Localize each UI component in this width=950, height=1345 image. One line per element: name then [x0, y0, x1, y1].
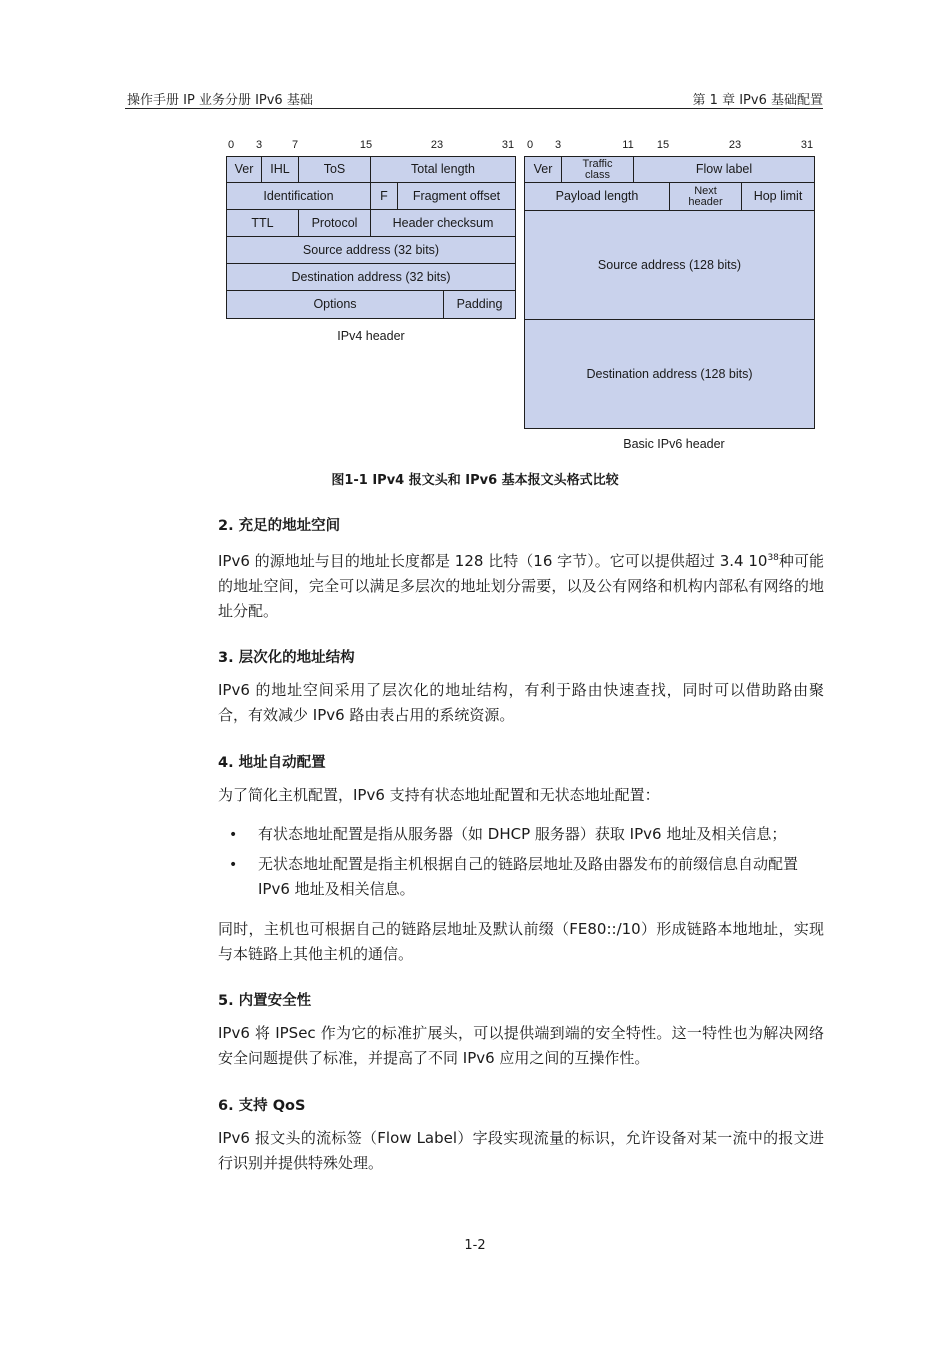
- ipv6-hop-limit: Hop limit: [741, 182, 815, 211]
- section-2-title: 2. 充足的地址空间: [218, 518, 341, 534]
- section-2-exponent: 38: [767, 553, 779, 563]
- ipv4-total-length: Total length: [370, 156, 516, 183]
- ipv6-source-address: Source address (128 bits): [524, 210, 815, 320]
- ipv4-source-address: Source address (32 bits): [226, 236, 516, 264]
- ipv4-tos: ToS: [298, 156, 371, 183]
- ipv4-protocol: Protocol: [298, 209, 371, 237]
- section-5-paragraph: IPv6 将 IPSec 作为它的标准扩展头，可以提供端到端的安全特性。这一特性也为解决网络安全问题提供了标准，并提高了不同 IPv6 应用之间的互操作性。: [218, 1024, 824, 1067]
- ipv6-destination-address: Destination address (128 bits): [524, 319, 815, 429]
- section-2-paragraph: [218, 546, 824, 624]
- section-6-title: 6. 支持 QoS: [218, 1098, 306, 1114]
- bullet-dot-2: •: [229, 857, 238, 873]
- section-4-paragraph-2: 同时，主机也可根据自己的链路层地址及默认前缀（FE80::/10）形成链路本地地址，实现与本链路上其他主机的通信。: [218, 920, 824, 963]
- ipv4-bit-7: 7: [291, 139, 299, 151]
- section-4-title: 4. 地址自动配置: [218, 755, 326, 771]
- ipv4-bit-31: 31: [501, 139, 515, 151]
- ipv4-ttl: TTL: [226, 209, 299, 237]
- ipv6-traffic-class: Traffic class: [561, 156, 634, 183]
- ipv4-bit-15: 15: [359, 139, 373, 151]
- ipv4-destination-address: Destination address (32 bits): [226, 263, 516, 291]
- section-2-text-b: 种可能的地址空间，完全可以满足多层次的地址划分需要，以及公有网络和机构内部私有网络的地址分配。: [218, 552, 824, 620]
- ipv4-bit-0: 0: [227, 139, 235, 151]
- ipv6-bit-11: 11: [622, 139, 634, 151]
- ipv4-bit-3: 3: [255, 139, 263, 151]
- section-3-title: 3. 层次化的地址结构: [218, 650, 355, 666]
- ipv6-bit-3: 3: [554, 139, 562, 151]
- section-4-bullet-1: 有状态地址配置是指从服务器（如 DHCP 服务器）获取 IPv6 地址及相关信息；: [258, 825, 787, 843]
- ipv4-padding: Padding: [443, 290, 516, 319]
- ipv4-header-checksum: Header checksum: [370, 209, 516, 237]
- ipv6-bit-numbers: [0, 139, 950, 153]
- page-number: 1-2: [464, 1238, 486, 1253]
- ipv4-bit-23: 23: [430, 139, 444, 151]
- section-3-paragraph: IPv6 的地址空间采用了层次化的地址结构，有利于路由快速查找，同时可以借助路由聚合，有效减少 IPv6 路由表占用的系统资源。: [218, 681, 824, 724]
- ipv6-bit-31: 31: [800, 139, 814, 151]
- ipv4-identification: Identification: [226, 182, 371, 210]
- ipv6-header-caption: Basic IPv6 header: [623, 437, 725, 451]
- ipv6-bit-15: 15: [656, 139, 670, 151]
- ipv4-options: Options: [226, 290, 444, 319]
- section-2-text-a: IPv6 的源地址与目的地址长度都是 128 比特（16 字节）。它可以提供超过 3.4 10: [218, 552, 768, 570]
- bullet-dot-1: •: [229, 827, 238, 843]
- ipv6-flow-label: Flow label: [633, 156, 815, 183]
- figure-caption: 图1-1 IPv4 报文头和 IPv6 基本报文头格式比较: [331, 473, 619, 488]
- running-header-left: 操作手册 IP 业务分册 IPv6 基础: [127, 93, 313, 108]
- section-5-title: 5. 内置安全性: [218, 993, 312, 1009]
- running-header-right: 第 1 章 IPv6 基础配置: [692, 93, 823, 108]
- ipv6-bit-23: 23: [728, 139, 742, 151]
- section-4-intro: 为了简化主机配置，IPv6 支持有状态地址配置和无状态地址配置：: [218, 786, 660, 804]
- header-rule: [125, 108, 823, 109]
- ipv6-payload-length: Payload length: [524, 182, 670, 211]
- ipv4-ihl: IHL: [261, 156, 299, 183]
- ipv4-header-caption: IPv4 header: [337, 329, 405, 343]
- ipv4-fragment-offset: Fragment offset: [397, 182, 516, 210]
- ipv6-next-header: Next header: [669, 182, 742, 211]
- ipv6-bit-0: 0: [526, 139, 534, 151]
- section-4-bullet-2: 无状态地址配置是指主机根据自己的链路层地址及路由器发布的前缀信息自动配置 IPv6 地址及相关信息。: [258, 855, 799, 898]
- ipv4-ver: Ver: [226, 156, 262, 183]
- ipv6-ver: Ver: [524, 156, 562, 183]
- ipv4-flags: F: [370, 182, 398, 210]
- section-6-paragraph: IPv6 报文头的流标签（Flow Label）字段实现流量的标识，允许设备对某一流中的报文进行识别并提供特殊处理。: [218, 1129, 824, 1172]
